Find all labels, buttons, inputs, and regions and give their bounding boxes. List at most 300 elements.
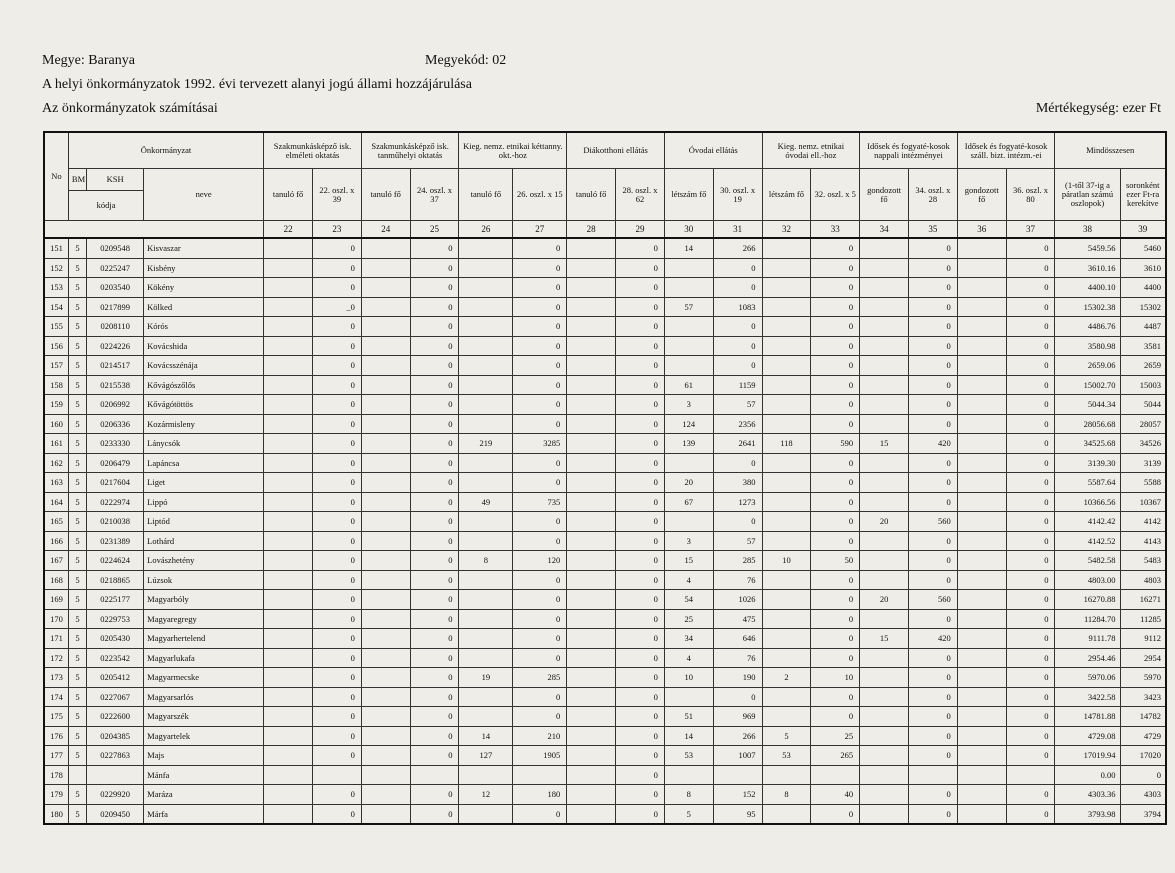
table-cell: 0 <box>513 531 567 551</box>
row-number: 180 <box>44 804 68 824</box>
table-cell: 0 <box>616 804 665 824</box>
table-cell <box>264 258 313 278</box>
table-cell: 0 <box>513 336 567 356</box>
table-cell: 28057 <box>1120 414 1166 434</box>
row-number: 162 <box>44 453 68 473</box>
table-cell: 0 <box>1006 238 1055 258</box>
municipality-name: Kisbény <box>144 258 264 278</box>
table-cell <box>762 804 811 824</box>
table-cell: 0 <box>312 453 361 473</box>
row-number: 177 <box>44 746 68 766</box>
table-cell <box>264 551 313 571</box>
table-cell: 19 <box>459 668 513 688</box>
row-number: 173 <box>44 668 68 688</box>
table-cell: 0 <box>1006 804 1055 824</box>
table-row <box>44 434 1166 454</box>
table-cell <box>762 570 811 590</box>
table-cell: 0 <box>513 317 567 337</box>
ksh-code: 0229920 <box>87 785 144 805</box>
table-cell <box>459 395 513 415</box>
table-cell: 0 <box>616 414 665 434</box>
table-cell <box>567 356 616 376</box>
table-cell: 5482.58 <box>1055 551 1120 571</box>
bm-code: 5 <box>68 238 86 258</box>
table-cell: 0 <box>616 258 665 278</box>
table-cell <box>860 395 909 415</box>
table-cell: 0 <box>616 570 665 590</box>
table-row <box>44 551 1166 571</box>
table-cell: 219 <box>459 434 513 454</box>
table-cell: 0 <box>1006 551 1055 571</box>
table-cell: 0 <box>1006 570 1055 590</box>
table-cell <box>957 336 1006 356</box>
table-cell: 0 <box>1006 414 1055 434</box>
table-cell: 34 <box>664 629 713 649</box>
ksh-code: 0225177 <box>87 590 144 610</box>
subheader: 26. oszl. x 15 <box>513 169 567 221</box>
table-cell: 120 <box>513 551 567 571</box>
table-cell <box>567 434 616 454</box>
municipality-name: Lánycsók <box>144 434 264 454</box>
table-cell <box>459 687 513 707</box>
table-cell: 5588 <box>1120 473 1166 493</box>
col-number: 28 <box>567 221 616 239</box>
table-cell: 0 <box>312 375 361 395</box>
table-cell <box>361 278 410 298</box>
table-cell: 380 <box>713 473 762 493</box>
table-cell <box>567 804 616 824</box>
ksh-code: 0210038 <box>87 512 144 532</box>
table-cell <box>264 590 313 610</box>
table-cell: 0 <box>616 629 665 649</box>
table-cell: 5044 <box>1120 395 1166 415</box>
table-cell: 266 <box>713 726 762 746</box>
table-cell: 0 <box>513 590 567 610</box>
table-cell <box>264 297 313 317</box>
table-cell: 0 <box>616 707 665 727</box>
table-cell <box>361 375 410 395</box>
table-cell: 0 <box>811 297 860 317</box>
table-cell <box>957 785 1006 805</box>
table-cell: 0 <box>1006 746 1055 766</box>
table-cell: 0 <box>811 492 860 512</box>
row-number: 166 <box>44 531 68 551</box>
table-cell: 0 <box>908 414 957 434</box>
table-cell: 0 <box>513 356 567 376</box>
table-cell: 0 <box>513 473 567 493</box>
table-cell <box>567 707 616 727</box>
table-cell: 4486.76 <box>1055 317 1120 337</box>
table-cell: 0 <box>908 492 957 512</box>
table-cell: 0 <box>1006 492 1055 512</box>
col-number: 35 <box>908 221 957 239</box>
table-cell: 0 <box>811 804 860 824</box>
ksh-code: 0222600 <box>87 707 144 727</box>
table-cell <box>762 609 811 629</box>
table-cell: 8 <box>664 785 713 805</box>
table-cell <box>860 238 909 258</box>
table-cell <box>264 804 313 824</box>
table-row <box>44 492 1166 512</box>
table-cell <box>361 668 410 688</box>
table-cell: 0 <box>811 336 860 356</box>
col-number: 37 <box>1006 221 1055 239</box>
table-cell <box>664 258 713 278</box>
col-number: 34 <box>860 221 909 239</box>
table-cell: 0 <box>616 453 665 473</box>
subheader: 28. oszl. x 62 <box>616 169 665 221</box>
table-cell: 0 <box>811 395 860 415</box>
table-cell: 25 <box>811 726 860 746</box>
table-cell <box>361 395 410 415</box>
table-cell: 0 <box>908 531 957 551</box>
table-cell: 0 <box>811 356 860 376</box>
table-row <box>44 512 1166 532</box>
col-neve-header: neve <box>144 169 264 221</box>
ksh-code: 0214517 <box>87 356 144 376</box>
municipality-name: Kökény <box>144 278 264 298</box>
table-cell: 0 <box>410 551 459 571</box>
table-cell <box>860 707 909 727</box>
table-cell <box>567 238 616 258</box>
table-cell: 0 <box>1006 512 1055 532</box>
table-cell <box>459 278 513 298</box>
table-cell: 0 <box>1006 531 1055 551</box>
bm-code: 5 <box>68 746 86 766</box>
table-cell: 0 <box>410 395 459 415</box>
row-number: 165 <box>44 512 68 532</box>
row-number: 178 <box>44 765 68 785</box>
table-cell: 0 <box>410 629 459 649</box>
ksh-code: 0203540 <box>87 278 144 298</box>
table-cell <box>567 278 616 298</box>
municipality-name: Lippó <box>144 492 264 512</box>
group-header: Diákotthoni ellátás <box>567 132 665 169</box>
table-cell: 0 <box>312 551 361 571</box>
row-number: 157 <box>44 356 68 376</box>
table-cell: 0 <box>811 375 860 395</box>
table-cell <box>860 336 909 356</box>
table-cell <box>860 317 909 337</box>
municipality-name: Magyarlukafa <box>144 648 264 668</box>
table-cell <box>957 473 1006 493</box>
ksh-code: 0206992 <box>87 395 144 415</box>
table-cell: 0 <box>312 785 361 805</box>
table-cell: 95 <box>713 804 762 824</box>
row-number: 169 <box>44 590 68 610</box>
table-cell: 0 <box>410 434 459 454</box>
table-cell <box>459 512 513 532</box>
table-cell: 0 <box>1006 317 1055 337</box>
table-cell <box>957 531 1006 551</box>
table-cell: 15003 <box>1120 375 1166 395</box>
table-cell: 0 <box>513 395 567 415</box>
table-cell: 15002.70 <box>1055 375 1120 395</box>
table-cell <box>567 570 616 590</box>
row-number: 152 <box>44 258 68 278</box>
table-cell: 0 <box>908 258 957 278</box>
table-cell <box>860 609 909 629</box>
table-cell <box>957 746 1006 766</box>
table-cell: 15 <box>664 551 713 571</box>
subheader: tanuló fő <box>459 169 513 221</box>
table-cell: 646 <box>713 629 762 649</box>
table-cell <box>664 336 713 356</box>
table-cell <box>410 765 459 785</box>
table-cell <box>860 648 909 668</box>
table-cell <box>567 668 616 688</box>
table-cell: 127 <box>459 746 513 766</box>
subheader: létszám fő <box>664 169 713 221</box>
row-number: 179 <box>44 785 68 805</box>
table-cell <box>459 609 513 629</box>
table-cell: 0 <box>811 278 860 298</box>
row-number: 174 <box>44 687 68 707</box>
col-number: 25 <box>410 221 459 239</box>
table-cell: 28056.68 <box>1055 414 1120 434</box>
bm-code: 5 <box>68 356 86 376</box>
municipality-name: Maráza <box>144 785 264 805</box>
table-cell: 0 <box>410 414 459 434</box>
table-cell <box>567 531 616 551</box>
table-cell <box>664 278 713 298</box>
table-cell: 3139.30 <box>1055 453 1120 473</box>
ksh-code: 0209548 <box>87 238 144 258</box>
table-cell: 0 <box>908 297 957 317</box>
table-cell: 20 <box>860 590 909 610</box>
subheader: létszám fő <box>762 169 811 221</box>
table-cell <box>957 238 1006 258</box>
table-cell <box>361 238 410 258</box>
table-cell: 0 <box>908 238 957 258</box>
table-cell: 2659 <box>1120 356 1166 376</box>
table-cell: 4400.10 <box>1055 278 1120 298</box>
table-cell <box>361 785 410 805</box>
table-cell: 0 <box>616 609 665 629</box>
table-cell: 0 <box>410 531 459 551</box>
table-cell: 0 <box>1006 609 1055 629</box>
table-cell: 17019.94 <box>1055 746 1120 766</box>
table-cell <box>361 492 410 512</box>
table-cell: 0 <box>410 492 459 512</box>
table-cell: 0 <box>312 278 361 298</box>
table-cell: 57 <box>664 297 713 317</box>
table-cell <box>811 765 860 785</box>
table-cell <box>762 238 811 258</box>
col-no-header: No <box>44 132 68 221</box>
table-cell <box>567 551 616 571</box>
municipality-name: Majs <box>144 746 264 766</box>
table-cell <box>957 726 1006 746</box>
table-cell: 0 <box>1006 258 1055 278</box>
table-cell: 0 <box>312 238 361 258</box>
table-cell: 5483 <box>1120 551 1166 571</box>
table-row <box>44 278 1166 298</box>
table-cell <box>860 765 909 785</box>
table-cell: 0 <box>811 317 860 337</box>
municipality-name: Kölked <box>144 297 264 317</box>
municipality-name: Kovácsszénája <box>144 356 264 376</box>
table-cell: 40 <box>811 785 860 805</box>
table-cell <box>860 687 909 707</box>
row-number: 167 <box>44 551 68 571</box>
table-cell: 0 <box>713 687 762 707</box>
subheader: tanuló fő <box>567 169 616 221</box>
table-cell: 0 <box>410 258 459 278</box>
table-cell <box>264 570 313 590</box>
table-cell: 4 <box>664 570 713 590</box>
table-cell: 0 <box>811 473 860 493</box>
table-cell <box>860 414 909 434</box>
group-header: Idősek és fogyaté-kosok nappali intézményei <box>860 132 958 169</box>
ksh-code: 0224624 <box>87 551 144 571</box>
bm-code: 5 <box>68 297 86 317</box>
table-body <box>44 238 1166 824</box>
table-row <box>44 317 1166 337</box>
table-cell: 0 <box>616 278 665 298</box>
municipality-name: Magyarsarlós <box>144 687 264 707</box>
municipality-name: Magyarmecske <box>144 668 264 688</box>
table-cell <box>459 414 513 434</box>
table-row <box>44 804 1166 824</box>
bm-code: 5 <box>68 512 86 532</box>
table-cell: 0 <box>616 648 665 668</box>
table-cell <box>762 414 811 434</box>
table-cell <box>513 765 567 785</box>
table-row <box>44 629 1166 649</box>
table-cell: 53 <box>762 746 811 766</box>
table-cell: 5970 <box>1120 668 1166 688</box>
table-cell: 0 <box>1006 278 1055 298</box>
table-cell: 4803 <box>1120 570 1166 590</box>
table-cell: 0 <box>312 687 361 707</box>
table-cell <box>264 687 313 707</box>
table-cell: 2659.06 <box>1055 356 1120 376</box>
table-cell: 0 <box>312 648 361 668</box>
table-cell <box>459 629 513 649</box>
table-cell <box>361 453 410 473</box>
table-cell: 4143 <box>1120 531 1166 551</box>
table-cell: 0 <box>1006 648 1055 668</box>
table-cell <box>762 278 811 298</box>
table-cell: 0 <box>312 434 361 454</box>
table-cell <box>957 804 1006 824</box>
bm-code: 5 <box>68 278 86 298</box>
group-header: Idősek és fogyaté-kosok száll. bizt. intézm.-ei <box>957 132 1055 169</box>
bm-code: 5 <box>68 551 86 571</box>
colnum-spacer <box>44 221 264 239</box>
table-cell <box>957 512 1006 532</box>
col-number: 23 <box>312 221 361 239</box>
table-cell <box>264 473 313 493</box>
table-cell <box>664 765 713 785</box>
municipality-name: Lapáncsa <box>144 453 264 473</box>
table-cell: 0 <box>713 512 762 532</box>
data-table <box>43 131 1167 825</box>
table-cell <box>264 356 313 376</box>
table-cell <box>361 570 410 590</box>
table-row <box>44 375 1166 395</box>
table-cell <box>567 629 616 649</box>
table-cell: 0 <box>312 707 361 727</box>
table-cell: 969 <box>713 707 762 727</box>
table-cell: 2356 <box>713 414 762 434</box>
table-cell <box>957 395 1006 415</box>
table-row <box>44 746 1166 766</box>
municipality-name: Magyarbóly <box>144 590 264 610</box>
table-cell: 0 <box>713 278 762 298</box>
table-cell: 0 <box>410 804 459 824</box>
table-cell <box>459 258 513 278</box>
table-cell: 0 <box>616 551 665 571</box>
bm-code: 5 <box>68 707 86 727</box>
table-cell: 49 <box>459 492 513 512</box>
table-cell <box>264 395 313 415</box>
table-cell <box>957 297 1006 317</box>
table-cell <box>664 356 713 376</box>
col-number: 33 <box>811 221 860 239</box>
ksh-code: 0223542 <box>87 648 144 668</box>
table-cell: 0 <box>908 395 957 415</box>
bm-code: 5 <box>68 434 86 454</box>
table-cell <box>957 551 1006 571</box>
table-cell: 4142.42 <box>1055 512 1120 532</box>
ksh-code: 0205412 <box>87 668 144 688</box>
group-header: Szakmunkásképző isk. tanműhelyi oktatás <box>361 132 459 169</box>
table-cell: 0 <box>312 570 361 590</box>
table-cell: 4803.00 <box>1055 570 1120 590</box>
table-cell: 0 <box>410 707 459 727</box>
table-cell <box>361 414 410 434</box>
row-number: 176 <box>44 726 68 746</box>
table-cell: 4303 <box>1120 785 1166 805</box>
bm-code: 5 <box>68 668 86 688</box>
bm-code: 5 <box>68 473 86 493</box>
table-cell <box>361 551 410 571</box>
table-cell: 0 <box>513 258 567 278</box>
table-cell <box>957 356 1006 376</box>
table-cell: 0 <box>410 375 459 395</box>
table-cell: 0 <box>616 473 665 493</box>
bm-code: 5 <box>68 570 86 590</box>
table-cell: 4142 <box>1120 512 1166 532</box>
row-number: 155 <box>44 317 68 337</box>
table-cell <box>567 258 616 278</box>
table-cell: 0 <box>513 629 567 649</box>
table-cell: 0 <box>616 336 665 356</box>
table-cell: 3580.98 <box>1055 336 1120 356</box>
table-cell <box>908 765 957 785</box>
table-cell: 57 <box>713 395 762 415</box>
table-cell <box>361 726 410 746</box>
table-cell: 0 <box>811 531 860 551</box>
table-cell: 3794 <box>1120 804 1166 824</box>
table-cell <box>567 395 616 415</box>
table-cell: 1273 <box>713 492 762 512</box>
municipality-name: Kisvaszar <box>144 238 264 258</box>
table-cell: 0 <box>410 609 459 629</box>
table-cell: 0 <box>312 414 361 434</box>
bm-code: 5 <box>68 648 86 668</box>
table-cell: 735 <box>513 492 567 512</box>
table-cell <box>459 648 513 668</box>
table-cell <box>762 629 811 649</box>
table-cell <box>567 336 616 356</box>
table-cell <box>957 648 1006 668</box>
table-cell <box>361 648 410 668</box>
table-cell: 0 <box>1006 473 1055 493</box>
table-cell: 420 <box>908 434 957 454</box>
